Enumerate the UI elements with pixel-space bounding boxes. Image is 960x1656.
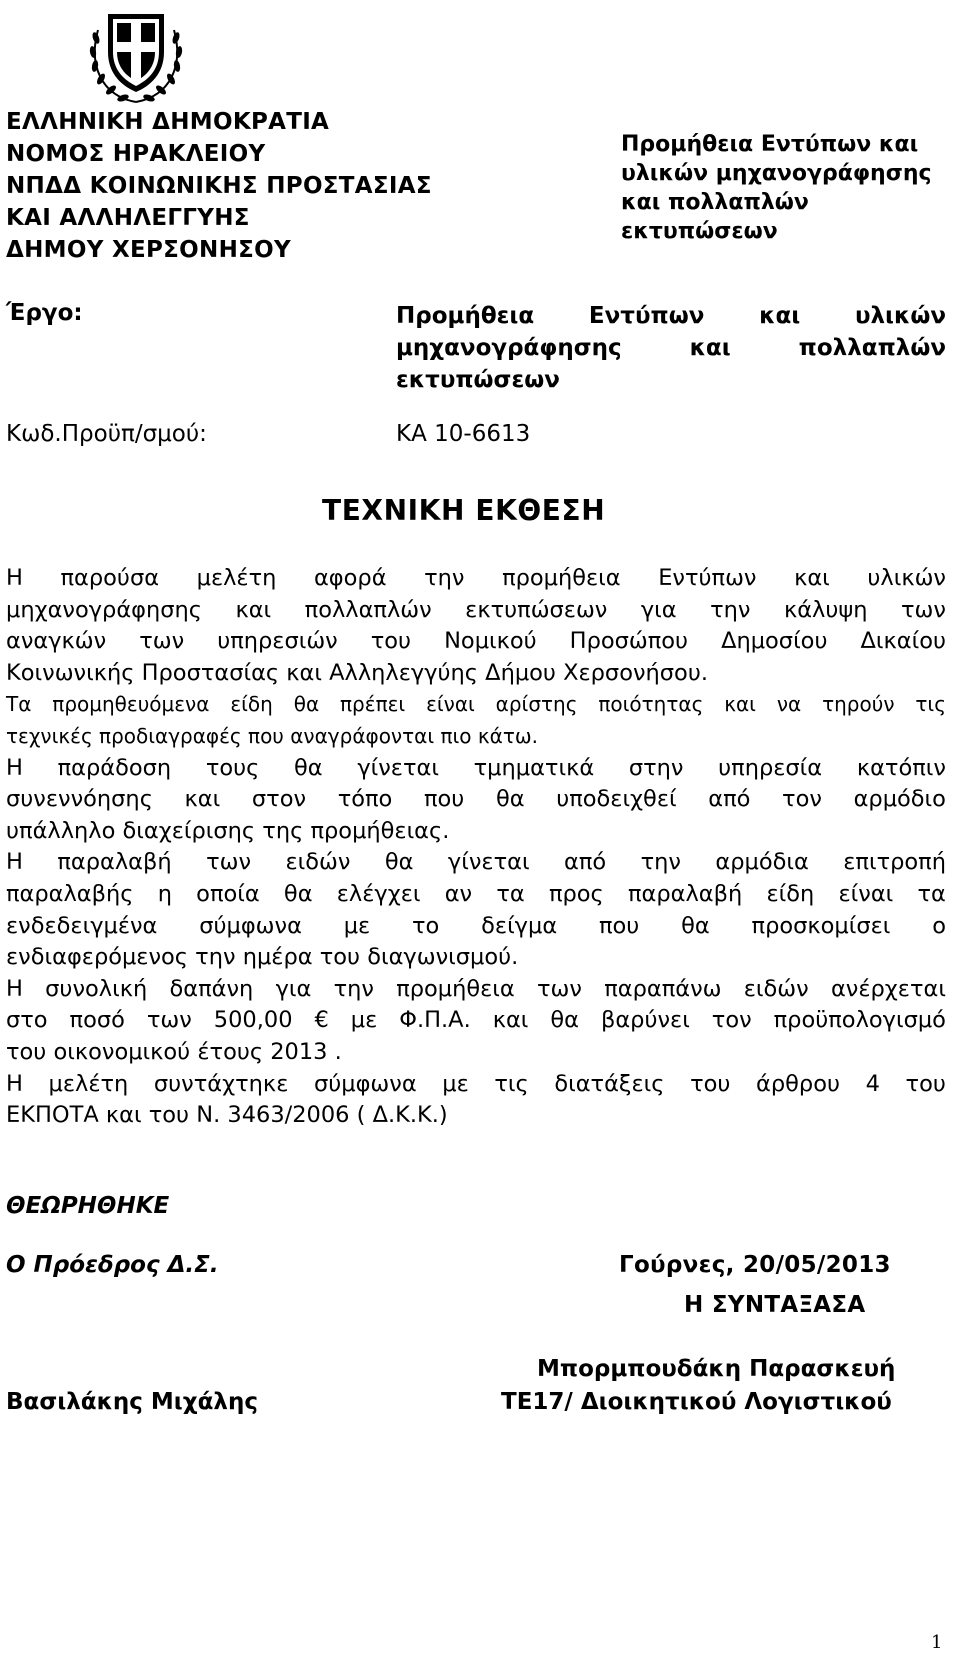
body-word: των: [146, 1007, 192, 1034]
project-word: υλικών: [854, 303, 946, 329]
body-word: 500,00: [213, 1007, 293, 1034]
body-word: παραπάνω: [604, 975, 722, 1002]
body-word: την: [640, 849, 681, 876]
composer-role: ΤΕ17/ Διοικητικού Λογιστικού: [501, 1389, 892, 1415]
body-word: 4: [865, 1070, 880, 1097]
body-word: ενδεδειγμένα: [6, 912, 158, 939]
body-word: και: [794, 565, 830, 591]
body-word: τόπο: [337, 786, 393, 813]
body-word: προς: [548, 880, 604, 907]
body-word: τον: [711, 1007, 752, 1034]
body-word: που: [423, 786, 465, 813]
body-word: Η: [6, 975, 23, 1002]
body-word: ο: [932, 912, 946, 939]
body-line: [6, 879, 946, 911]
body-word: των: [139, 628, 185, 655]
body-word: με: [343, 912, 371, 939]
body-word: Η: [6, 565, 23, 591]
body-word: δαπάνη: [169, 975, 254, 1002]
body-word: αφορά: [313, 565, 387, 591]
body-word: ημέρα: [242, 944, 320, 971]
approved-stamp-text: ΘΕΩΡΗΘΗΚΕ: [6, 1193, 170, 1219]
body-word: μηχανογράφησης: [6, 596, 202, 623]
body-word: 2013: [270, 1038, 335, 1065]
body-word: ενδιαφερόμενος: [6, 944, 196, 971]
body-word: τηρούν: [822, 692, 895, 717]
body-line: [6, 689, 946, 721]
body-word: ποιότητας: [598, 692, 704, 717]
body-word: παρούσα: [60, 565, 160, 591]
body-word: ειδών: [743, 975, 809, 1002]
body-word: που: [248, 723, 291, 748]
body-word: αναγράφονται: [290, 723, 441, 748]
body-word: θα: [293, 692, 320, 717]
body-word: υπάλληλο: [6, 817, 123, 844]
body-line: [6, 1069, 946, 1101]
body-word: άρθρου: [756, 1070, 840, 1097]
body-line: [6, 1005, 946, 1037]
body-word: τις: [494, 1070, 529, 1097]
body-word: και: [286, 659, 330, 686]
budget-code-label: Κωδ.Προϋπ/σμού:: [6, 421, 207, 447]
body-word: Η: [6, 1070, 23, 1097]
body-word: εκτυπώσεων: [465, 596, 608, 623]
body-word: Η: [6, 754, 23, 781]
body-word: παράδοση: [57, 754, 172, 781]
body-word: των: [206, 849, 252, 876]
body-word: ειδών: [285, 849, 351, 876]
body-line: [6, 816, 946, 848]
project-word: Προμήθεια: [396, 303, 535, 329]
project-word: Εντύπων: [588, 303, 705, 329]
body-word: υποδειχθεί: [556, 786, 677, 813]
body-word: αρμόδια: [715, 849, 809, 876]
project-word: πολλαπλών: [798, 335, 946, 361]
body-line: [6, 847, 946, 879]
body-word: η: [157, 880, 172, 907]
body-word: ανέρχεται: [830, 975, 946, 1002]
body-line: [6, 721, 946, 753]
body-word: στο: [6, 1007, 48, 1034]
body-word: Προστασίας: [141, 659, 287, 686]
body-word: τον: [782, 786, 822, 813]
body-word: είδη: [766, 880, 815, 907]
body-word: θα: [681, 912, 710, 939]
body-word: προδιαγραφές: [99, 723, 249, 748]
body-word: δείγμα: [481, 912, 558, 939]
body-word: αν: [444, 880, 473, 907]
body-line: [6, 911, 946, 943]
body-word: μελέτη: [196, 565, 277, 591]
place-date: Γούρνες, 20/05/2013: [619, 1252, 891, 1278]
body-word: Αλληλεγγύης: [329, 659, 486, 686]
body-word: Φ.Π.Α.: [399, 1007, 471, 1034]
body-word: παραλαβή: [57, 849, 172, 876]
body-word: πρέπει: [340, 692, 406, 717]
body-word: Η: [6, 849, 23, 876]
project-label: Έργο:: [6, 300, 83, 326]
body-word: και: [724, 692, 756, 717]
body-word: προμήθειας.: [310, 817, 450, 844]
body-word: θα: [294, 754, 323, 781]
authority-line: ΕΛΛΗΝΙΚΗ ΔΗΜΟΚΡΑΤΙΑ: [6, 109, 330, 135]
project-value-line: [396, 332, 946, 364]
body-word: συνολική: [45, 975, 148, 1002]
body-line: [6, 595, 946, 627]
document-title: ΤΕΧΝΙΚΗ ΕΚΘΕΣΗ: [322, 494, 606, 527]
body-word: θα: [283, 880, 313, 907]
body-word: Δημοσίου: [721, 628, 828, 655]
body-word: επιτροπή: [843, 849, 946, 876]
body-word: αρμόδιο: [853, 786, 946, 813]
body-word: αναγκών: [6, 628, 107, 655]
body-word: Δ.Κ.Κ.): [372, 1102, 448, 1129]
body-word: υλικών: [867, 565, 946, 591]
body-word: οικονομικού: [53, 1038, 198, 1065]
body-word: συνεννόησης: [6, 786, 153, 813]
body-line: [6, 753, 946, 785]
body-word: τα: [496, 880, 525, 907]
body-line: [6, 658, 946, 690]
body-word: Δικαίου: [860, 628, 946, 655]
body-word: ποσό: [69, 1007, 125, 1034]
body-word: τα: [917, 880, 946, 907]
body-word: πολλαπλών: [304, 596, 432, 623]
body-word: θα: [495, 786, 525, 813]
project-word: μηχανογράφησης: [396, 335, 622, 361]
body-word: προμήθεια: [396, 975, 515, 1002]
budget-code-value: ΚΑ 10-6613: [396, 421, 531, 447]
body-word: διαγωνισμού.: [367, 944, 519, 971]
body-word: είναι: [838, 880, 894, 907]
report-body: [6, 563, 946, 1132]
body-word: του: [690, 1070, 731, 1097]
body-word: προμήθεια: [502, 565, 621, 591]
body-word: υπηρεσία: [718, 754, 823, 781]
body-word: βαρύνει: [600, 1007, 690, 1034]
body-word: υπηρεσιών: [217, 628, 338, 655]
composer-title: Η ΣΥΝΤΑΞΑΣΑ: [684, 1292, 866, 1318]
body-line: [6, 974, 946, 1006]
body-line: [6, 1100, 946, 1132]
body-word: Δήμου: [485, 659, 564, 686]
body-word: Προσώπου: [569, 628, 689, 655]
body-word: γίνεται: [357, 754, 439, 781]
subject-line: και πολλαπλών: [621, 190, 809, 215]
body-word: των: [900, 596, 946, 623]
body-word: 3463/2006: [227, 1102, 357, 1129]
body-word: Τα: [6, 692, 32, 717]
body-word: ΕΚΠΟΤΑ: [6, 1102, 106, 1129]
body-word: του: [6, 1038, 54, 1065]
body-word: .: [334, 1038, 342, 1065]
body-line: [6, 626, 946, 658]
body-word: του: [319, 944, 368, 971]
body-word: τεχνικές: [6, 723, 100, 748]
body-word: (: [356, 1102, 373, 1129]
body-word: Κοινωνικής: [6, 659, 142, 686]
subject-line: Προμήθεια Εντύπων και: [621, 132, 919, 157]
subject-line: εκτυπώσεων: [621, 219, 778, 244]
body-word: πιο: [440, 723, 478, 748]
body-word: τις: [915, 692, 946, 717]
body-word: να: [776, 692, 802, 717]
body-word: από: [708, 786, 751, 813]
body-word: ελέγχει: [336, 880, 421, 907]
body-word: και: [105, 1102, 149, 1129]
body-word: διαχείρισης: [122, 817, 263, 844]
body-word: είδη: [230, 692, 273, 717]
body-word: γίνεται: [447, 849, 530, 876]
body-word: συντάχτηκε: [153, 1070, 289, 1097]
body-word: στην: [628, 754, 684, 781]
authority-line: ΝΠΔΔ ΚΟΙΝΩΝΙΚΗΣ ΠΡΟΣΤΑΣΙΑΣ: [6, 173, 432, 199]
issuing-authority: [6, 106, 432, 266]
body-word: προσκομίσει: [751, 912, 891, 939]
body-word: παραλαβής: [6, 880, 134, 907]
body-word: και: [184, 786, 221, 813]
body-word: και: [235, 596, 272, 623]
body-word: Χερσονήσου.: [563, 659, 708, 686]
body-word: προϋπολογισμό: [773, 1007, 946, 1034]
body-word: έτους: [197, 1038, 271, 1065]
body-word: που: [598, 912, 640, 939]
subject-heading: [621, 130, 960, 246]
body-word: από: [564, 849, 607, 876]
body-word: Νομικού: [444, 628, 537, 655]
body-word: της: [262, 817, 311, 844]
body-word: Ν.: [196, 1102, 228, 1129]
body-word: παραλαβή: [627, 880, 743, 907]
body-word: με: [442, 1070, 469, 1097]
project-value-line: εκτυπώσεων: [396, 367, 560, 393]
body-word: για: [275, 975, 312, 1002]
body-line: [6, 784, 946, 816]
body-word: θα: [550, 1007, 579, 1034]
project-word: και: [759, 303, 801, 329]
body-word: κάτω.: [477, 723, 538, 748]
page-number: 1: [931, 1632, 943, 1653]
body-line: [6, 1037, 946, 1069]
body-word: του: [905, 1070, 946, 1097]
body-word: αρίστης: [495, 692, 578, 717]
body-word: την: [333, 975, 374, 1002]
body-word: τους: [205, 754, 260, 781]
body-word: του: [148, 1102, 197, 1129]
president-name: Βασιλάκης Μιχάλης: [6, 1389, 258, 1415]
body-word: του: [370, 628, 412, 655]
body-word: σύμφωνα: [313, 1070, 417, 1097]
project-value: [396, 300, 946, 396]
body-word: κάλυψη: [783, 596, 868, 623]
authority-line: ΔΗΜΟΥ ΧΕΡΣΟΝΗΣΟΥ: [6, 237, 291, 263]
president-title: Ο Πρόεδρος Δ.Σ.: [6, 1252, 219, 1278]
body-word: είναι: [426, 692, 475, 717]
subject-line: υλικών μηχανογράφησης: [621, 161, 932, 186]
body-word: διατάξεις: [554, 1070, 665, 1097]
body-word: την: [710, 596, 751, 623]
body-word: κατόπιν: [856, 754, 946, 781]
body-word: σύμφωνα: [199, 912, 302, 939]
body-word: μελέτη: [48, 1070, 129, 1097]
project-value-line: [396, 300, 946, 332]
body-word: οποία: [196, 880, 260, 907]
composer-name: Μπορμπουδάκη Παρασκευή: [537, 1356, 896, 1382]
body-word: στον: [251, 786, 307, 813]
authority-line: ΝΟΜΟΣ ΗΡΑΚΛΕΙΟΥ: [6, 141, 266, 167]
body-word: το: [412, 912, 440, 939]
body-word: την: [195, 944, 243, 971]
body-word: θα: [384, 849, 414, 876]
body-word: για: [640, 596, 677, 623]
body-word: Εντύπων: [658, 565, 757, 591]
authority-line: ΚΑΙ ΑΛΛΗΛΕΓΓΥΗΣ: [6, 205, 250, 231]
body-word: με: [350, 1007, 378, 1034]
body-word: και: [492, 1007, 529, 1034]
body-word: προμηθευόμενα: [52, 692, 210, 717]
body-word: των: [537, 975, 582, 1002]
body-line: [6, 942, 946, 974]
project-word: και: [689, 335, 731, 361]
body-line: [6, 563, 946, 595]
body-word: την: [424, 565, 465, 591]
body-word: €: [314, 1007, 329, 1034]
body-word: τμηματικά: [473, 754, 595, 781]
coat-of-arms-icon: [84, 4, 188, 108]
